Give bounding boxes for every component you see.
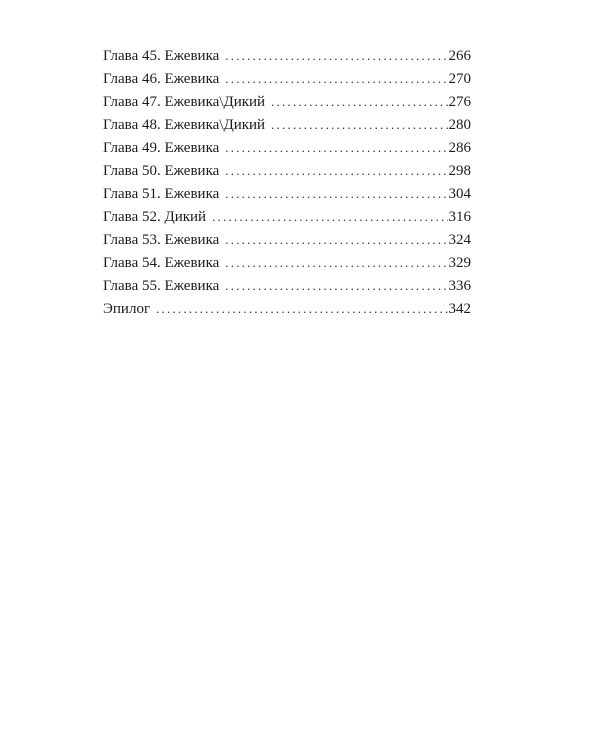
dot-leader (225, 274, 447, 297)
toc-entry (103, 113, 471, 136)
toc-entry-page: 298 (448, 163, 471, 179)
toc-entry (103, 159, 471, 182)
dot-leader (271, 113, 447, 136)
toc-entry-title: Глава 50. Ежевика (103, 163, 220, 179)
toc-entry (103, 136, 471, 159)
toc-entry-title: Глава 55. Ежевика (103, 278, 220, 294)
toc-entry (103, 251, 471, 274)
toc-entry-page: 342 (448, 301, 471, 317)
toc-entry-page: 324 (448, 232, 471, 248)
toc-entry-page: 266 (448, 48, 471, 64)
toc-entry-page: 276 (448, 94, 471, 110)
dot-leader (225, 159, 447, 182)
dot-leader (212, 205, 447, 228)
toc-entry-title: Глава 53. Ежевика (103, 232, 220, 248)
toc-entry (103, 44, 471, 67)
toc-entry (103, 182, 471, 205)
toc-entry-title: Эпилог (103, 301, 151, 317)
dot-leader (225, 251, 447, 274)
toc-entry-page: 286 (448, 140, 471, 156)
dot-leader (225, 67, 447, 90)
toc-entry (103, 205, 471, 228)
toc-entry-title: Глава 46. Ежевика (103, 71, 220, 87)
toc-entry-title: Глава 51. Ежевика (103, 186, 220, 202)
dot-leader (156, 297, 447, 320)
toc-entry-title: Глава 48. Ежевика\Дикий (103, 117, 266, 133)
toc-entry-title: Глава 45. Ежевика (103, 48, 220, 64)
dot-leader (225, 228, 447, 251)
toc-entry (103, 67, 471, 90)
toc-entry-title: Глава 54. Ежевика (103, 255, 220, 271)
table-of-contents (103, 44, 471, 320)
dot-leader (225, 182, 447, 205)
toc-entry-page: 304 (448, 186, 471, 202)
toc-entry-page: 316 (448, 209, 471, 225)
toc-entry-title: Глава 52. Дикий (103, 209, 207, 225)
toc-entry-page: 280 (448, 117, 471, 133)
toc-entry (103, 274, 471, 297)
toc-entry-title: Глава 49. Ежевика (103, 140, 220, 156)
dot-leader (225, 44, 447, 67)
toc-entry-page: 270 (448, 71, 471, 87)
dot-leader (225, 136, 447, 159)
toc-entry (103, 90, 471, 113)
toc-entry-title: Глава 47. Ежевика\Дикий (103, 94, 266, 110)
toc-entry (103, 228, 471, 251)
toc-entry-page: 329 (448, 255, 471, 271)
dot-leader (271, 90, 447, 113)
toc-entry-page: 336 (448, 278, 471, 294)
toc-entry (103, 297, 471, 320)
